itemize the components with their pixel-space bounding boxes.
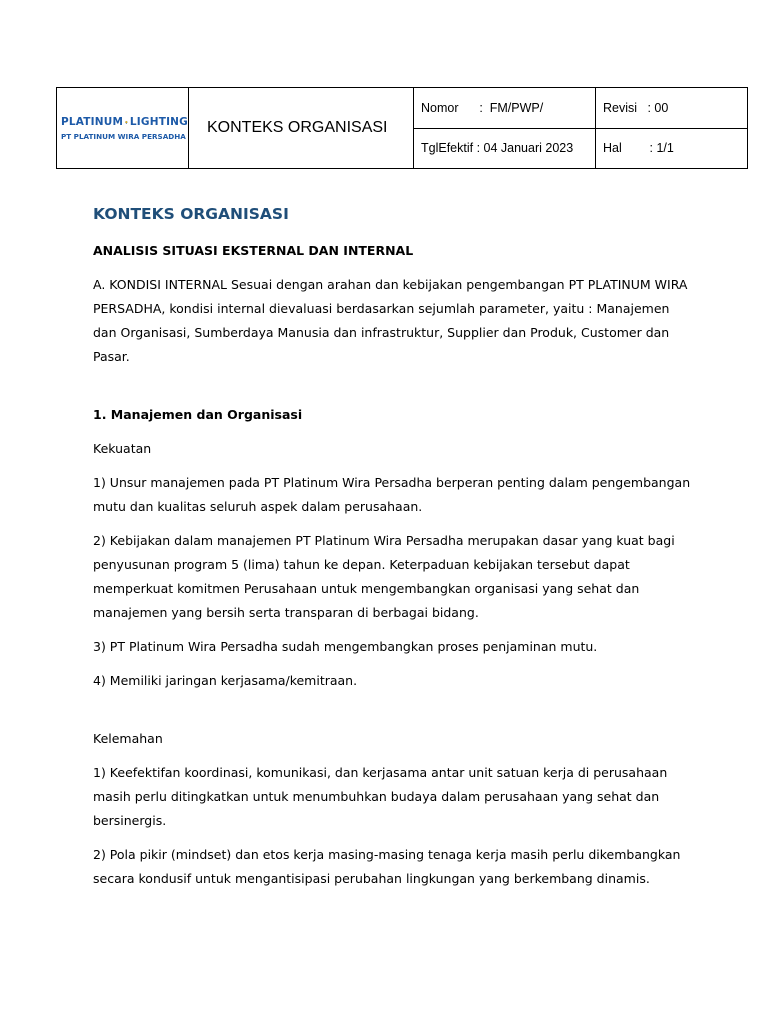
logo-text-platinum: PLATINUM xyxy=(61,116,124,128)
body-subtitle: ANALISIS SITUASI EKSTERNAL DAN INTERNAL xyxy=(93,243,414,258)
weakness-item: 1) Keefektifan koordinasi, komunikasi, dan kerjasama antar unit satuan kerja di perusahaan masih perlu ditingkatkan untuk menumbuhkan budaya dalam perusahaan yang sehat dan bersinergis. xyxy=(93,765,668,828)
effective-date: TglEfektif : 04 Januari 2023 xyxy=(414,128,596,169)
strength-item: 4) Memiliki jaringan kerjasama/kemitraan. xyxy=(93,673,358,688)
section-heading: 1. Manajemen dan Organisasi xyxy=(93,407,303,422)
strength-item: 1) Unsur manajemen pada PT Platinum Wira Persadha berperan penting dalam pengembangan mutu dan kualitas seluruh aspek dalam perusahaan. xyxy=(93,475,691,514)
document-body xyxy=(93,205,693,901)
spacer xyxy=(93,703,693,727)
logo-company-name: PT PLATINUM WIRA PERSADHA xyxy=(61,131,186,141)
document-revision: Revisi : 00 xyxy=(596,88,748,129)
strength-item: 2) Kebijakan dalam manajemen PT Platinum Wira Persadha merupakan dasar yang kuat bagi penyusunan program 5 (lima) tahun ke depan. Keterpaduan kebijakan tersebut dapat memperkuat komitmen Perusahaan untuk mengembangkan organisasi yang sehat dan manajemen yang bersih serta transparan di berbagai bidang. xyxy=(93,533,675,620)
body-title: KONTEKS ORGANISASI xyxy=(93,205,289,223)
lightbulb-icon xyxy=(125,116,128,129)
spacer xyxy=(93,379,693,403)
page-number: Hal : 1/1 xyxy=(596,128,748,169)
logo-text-lighting: LIGHTING xyxy=(129,116,188,128)
company-logo xyxy=(57,88,189,169)
strengths-label: Kekuatan xyxy=(93,441,152,456)
intro-paragraph: A. KONDISI INTERNAL Sesuai dengan arahan dan kebijakan pengembangan PT PLATINUM WIRA PERSADHA, kondisi internal dievaluasi berdasarkan sejumlah parameter, yaitu : Manajemen dan Organisasi, Sumberdaya Manusia dan infrastruktur, Supplier dan Produk, Customer dan Pasar. xyxy=(93,277,688,364)
document-header-table xyxy=(56,87,748,169)
document-title: KONTEKS ORGANISASI xyxy=(189,88,414,169)
document-number: Nomor : FM/PWP/ xyxy=(414,88,596,129)
weaknesses-label: Kelemahan xyxy=(93,731,163,746)
strength-item: 3) PT Platinum Wira Persadha sudah mengembangkan proses penjaminan mutu. xyxy=(93,639,598,654)
weakness-item: 2) Pola pikir (mindset) dan etos kerja masing-masing tenaga kerja masih perlu dikembangkan secara kondusif untuk mengantisipasi perubahan lingkungan yang berkembang dinamis. xyxy=(93,847,681,886)
